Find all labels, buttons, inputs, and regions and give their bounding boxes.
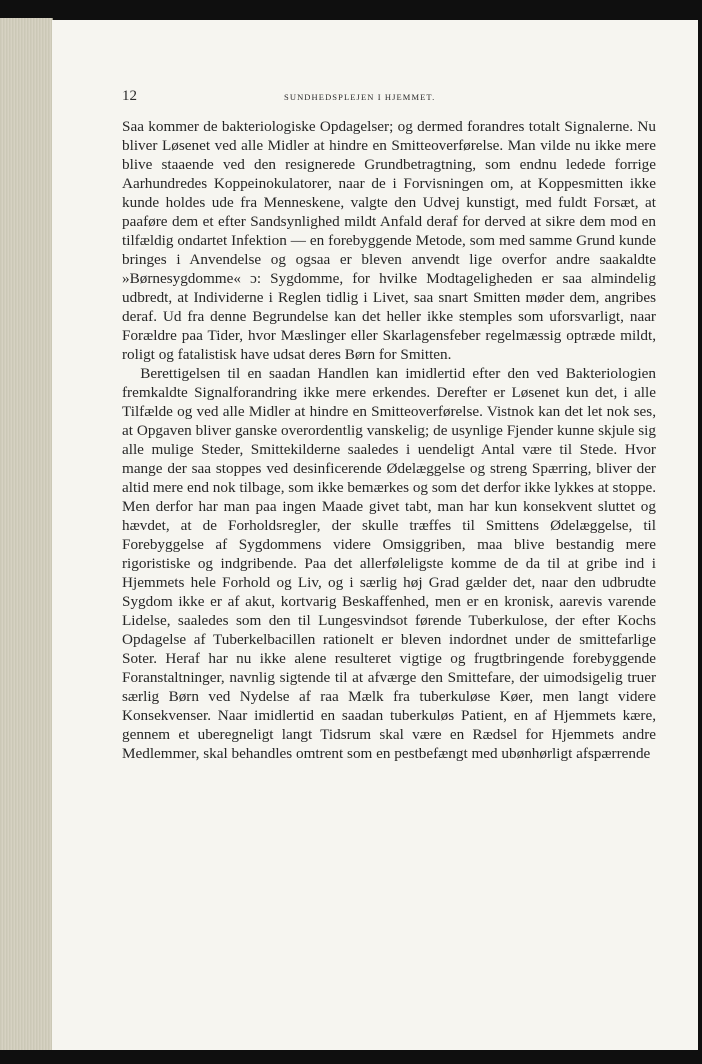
book-page-edges (0, 18, 53, 1050)
page-header (122, 88, 656, 108)
page-number: 12 (122, 88, 137, 104)
paragraph-1: Saa kommer de bakteriologiske Opdagelser; og dermed forandres totalt Signalerne. Nu bliver Løsenet ved alle Midler at hindre en Smitteoverførelse. Man vilde nu ikke mere blive staaende ved den resignerede Grundbetragtning, som endnu ledede forrige Aarhundredes Koppeinokulatorer, naar de i Forvisningen om, at Koppesmitten ikke kunde holdes ude fra Menneskene, valgte den Udvej kunstigt, med fuldt Forsæt, at paaføre dem et efter Sandsynlighed mildt Anfald deraf for derved at sikre dem mod en tilfældig ondartet Infektion — en forebyggende Metode, som med samme Grund kunde bringes i Anvendelse og ogsaa er bleven anvendt lige overfor andre saakaldte »Børnesygdomme« ɔ: Sygdomme, for hvilke Modtageligheden er saa almindelig udbredt, at Individerne i Reglen tidlig i Livet, saa snart Smitten møder dem, angribes deraf. Ud fra denne Begrundelse kan det heller ikke stemples som uforsvarligt, naar Forældre paa Tider, hvor Mæslinger eller Skarlagensfeber regelmæssig optræde mildt, roligt og fatalistisk have udsat deres Børn for Smitten. (122, 118, 656, 363)
body-text (122, 117, 656, 763)
paragraph-2: Berettigelsen til en saadan Handlen kan imidlertid efter den ved Bakteriologien fremkaldte Signalforandring ikke mere erkendes. Derefter er Løsenet kun det, i alle Tilfælde og ved alle Midler at hindre en Smitteoverførelse. Vistnok kan det let nok ses, at Opgaven bliver ganske overordentlig vanskelig; de usynlige Fjender kunne skjule sig alle mulige Steder, Smittekilderne saaledes i uendeligt Antal være til Stede. Hvor mange der saa stoppes ved desinficerende Ødelæggelse og streng Spærring, bliver der altid mere end nok tilbage, som ikke bemærkes og som det derfor ikke lykkes at stoppe. Men derfor har man paa ingen Maade givet tabt, man har kun konsekvent sluttet og hævdet, at de Forholdsregler, der skulle træffes til Smittens Ødelæggelse, til Forebyggelse af Sygdommens videre Omsiggriben, maa blive bestandig mere rigoristiske og indgribende. Paa det allerføleligste komme de da til at gribe ind i Hjemmets hele Forhold og Liv, og i særlig høj Grad gælder det, naar den udbrudte Sygdom ikke er af akut, kortvarig Beskaffenhed, men er en kronisk, aarevis varende Lidelse, saaledes som den til Lungesvindsot førende Tuberkulose, der efter Kochs Opdagelse af Tuberkelbacillen rationelt er bleven indordnet under de smittefarlige Soter. Heraf har nu ikke alene resulteret vigtige og frugtbringende forebyggende Foranstaltninger, navnlig sigtende til at afværge den Smittefare, der uimodsigelig truer særlig Børn ved Nydelse af raa Mælk fra tuberkuløse Køer, men langt videre Konsekvenser. Naar imidlertid en saadan tuberkuløs Patient, en af Hjemmets kære, gennem et uberegneligt langt Tidsrum skal være en Rædsel for Hjemmets andre Medlemmer, skal behandles omtrent som en pestbefængt med ubønhørligt afspærrende (122, 365, 656, 762)
running-title: SUNDHEDSPLEJEN I HJEMMET. (284, 92, 436, 102)
